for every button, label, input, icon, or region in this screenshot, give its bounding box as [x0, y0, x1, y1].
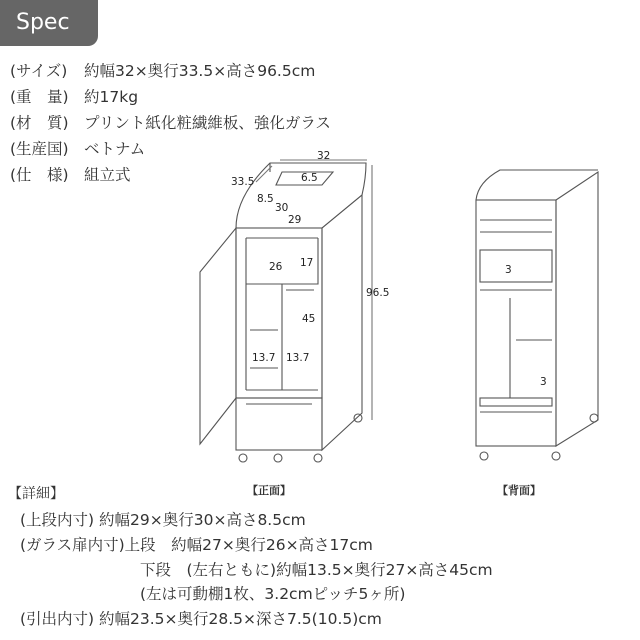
dim-upper-height: 8.5	[257, 193, 274, 205]
dim-lower-left-width: 13.7	[252, 352, 276, 364]
spec-value: 組立式	[84, 166, 131, 184]
details-line: 下段 (左右ともに)約幅13.5×奥行27×高さ45cm	[140, 561, 493, 579]
details-line: (左は可動棚1枚、3.2cmピッチ5ヶ所)	[140, 585, 406, 603]
spec-label: (材 質)	[10, 114, 69, 132]
spec-value: ベトナム	[84, 140, 146, 158]
details-line: (上段内寸) 約幅29×奥行30×高さ8.5cm	[20, 511, 306, 529]
dim-back-upper-gap: 3	[505, 264, 512, 276]
spec-label: (重 量)	[10, 88, 69, 106]
details-heading: 【詳細】	[8, 486, 64, 502]
details-line: (ガラス扉内寸)上段 約幅27×奥行26×高さ17cm	[20, 536, 373, 554]
dim-upper-inner-depth: 30	[275, 202, 289, 214]
dim-width: 32	[317, 150, 331, 162]
dim-back-lower-gap: 3	[540, 376, 547, 388]
dim-glass-depth: 26	[269, 261, 283, 273]
spec-value: 約幅32×奥行33.5×高さ96.5cm	[84, 62, 316, 80]
dim-upper-depth: 6.5	[301, 172, 318, 184]
back-view-caption: 【背面】	[497, 484, 541, 497]
back-top	[476, 170, 598, 200]
spec-badge: Spec	[0, 0, 98, 46]
spec-value: 約17kg	[84, 88, 139, 106]
spec-value: プリント紙化粧繊維板、強化ガラス	[84, 114, 331, 132]
details-line: (引出内寸) 約幅23.5×奥行28.5×深さ7.5(10.5)cm	[20, 610, 382, 628]
spec-label: (仕 様)	[10, 166, 69, 184]
dim-depth: 33.5	[231, 176, 255, 188]
front-view-caption: 【正面】	[247, 484, 291, 497]
back-side-panel	[556, 172, 598, 446]
spec-label: (サイズ)	[10, 62, 68, 80]
dim-lower-right-width: 13.7	[286, 352, 310, 364]
dim-height: 96.5	[366, 287, 390, 299]
dim-lower-height: 45	[302, 313, 316, 325]
dim-glass-height: 17	[300, 257, 314, 269]
dim-upper-width: 29	[288, 214, 302, 226]
spec-label: (生産国)	[10, 140, 69, 158]
back-face	[476, 200, 556, 446]
